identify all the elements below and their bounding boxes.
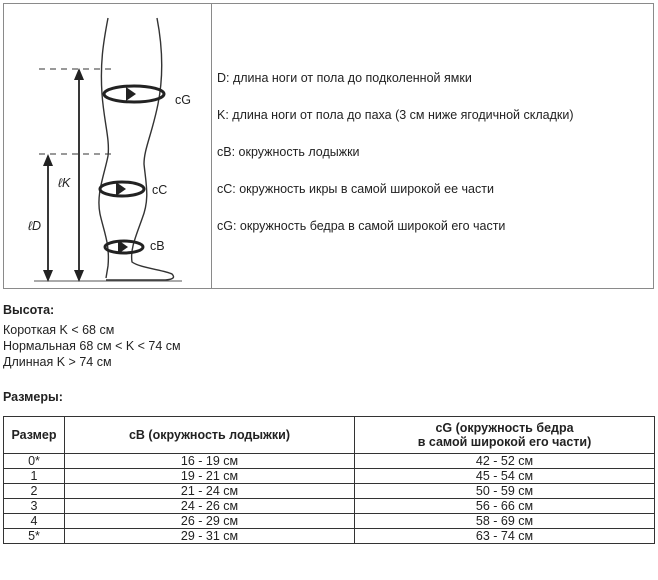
height-heading: Высота:	[3, 303, 55, 317]
definition-cg: cG: окружность бедра в самой широкой его части	[217, 219, 506, 233]
cb-cell: 29 - 31 см	[65, 529, 355, 544]
cb-cell: 24 - 26 см	[65, 499, 355, 514]
size-cell: 0*	[4, 454, 65, 469]
cg-header-line1: cG (окружность бедра	[435, 421, 574, 435]
definitions-list	[214, 4, 654, 288]
size-cell: 2	[4, 484, 65, 499]
table-row	[4, 499, 655, 514]
cb-cell: 26 - 29 см	[65, 514, 355, 529]
ld-arrow-head-top	[43, 154, 53, 166]
size-column-header: Размер	[4, 417, 65, 454]
size-cell: 3	[4, 499, 65, 514]
size-cell: 5*	[4, 529, 65, 544]
sizes-table	[3, 416, 655, 544]
cg-cell: 50 - 59 см	[355, 484, 655, 499]
definition-cb: cB: окружность лодыжки	[217, 145, 360, 159]
table-row	[4, 469, 655, 484]
cb-cell: 16 - 19 см	[65, 454, 355, 469]
height-long: Длинная K > 74 см	[3, 355, 112, 369]
height-short: Короткая K < 68 см	[3, 323, 115, 337]
leg-diagram	[4, 4, 212, 288]
table-row	[4, 454, 655, 469]
cb-cell: 19 - 21 см	[65, 469, 355, 484]
ld-label: ℓD	[28, 219, 42, 233]
table-row	[4, 529, 655, 544]
measurement-panel	[3, 3, 654, 289]
table-row	[4, 484, 655, 499]
cc-label: cC	[152, 183, 168, 197]
cc-marker	[100, 182, 144, 196]
cg-label: cG	[175, 93, 191, 107]
cb-column-header: cB (окружность лодыжки)	[65, 417, 355, 454]
leg-front-outline	[99, 18, 108, 278]
lk-label: ℓK	[58, 176, 71, 190]
cb-cell: 21 - 24 см	[65, 484, 355, 499]
definition-d: D: длина ноги от пола до подколенной ямки	[217, 71, 472, 85]
size-cell: 4	[4, 514, 65, 529]
cg-header-line2: в самой широкой его части)	[417, 435, 592, 449]
cg-cell: 45 - 54 см	[355, 469, 655, 484]
cb-label: cB	[150, 239, 165, 253]
table-row	[4, 514, 655, 529]
lk-arrow-head-top	[74, 68, 84, 80]
cg-cell: 63 - 74 см	[355, 529, 655, 544]
definition-k: K: длина ноги от пола до паха (3 см ниже ягодичной складки)	[217, 108, 574, 122]
ld-arrow-head-bottom	[43, 270, 53, 282]
cb-marker	[105, 240, 143, 254]
sizes-header-row	[4, 417, 655, 454]
definition-cc: cC: окружность икры в самой широкой ее части	[217, 182, 494, 196]
leg-diagram-svg	[4, 4, 211, 288]
cg-marker	[104, 86, 164, 102]
cg-cell: 42 - 52 см	[355, 454, 655, 469]
lk-arrow-head-bottom	[74, 270, 84, 282]
cg-cell: 58 - 69 см	[355, 514, 655, 529]
size-cell: 1	[4, 469, 65, 484]
cg-cell: 56 - 66 см	[355, 499, 655, 514]
cg-column-header	[355, 417, 655, 454]
height-normal: Нормальная 68 см < K < 74 см	[3, 339, 181, 353]
sizes-heading: Размеры:	[3, 390, 63, 404]
